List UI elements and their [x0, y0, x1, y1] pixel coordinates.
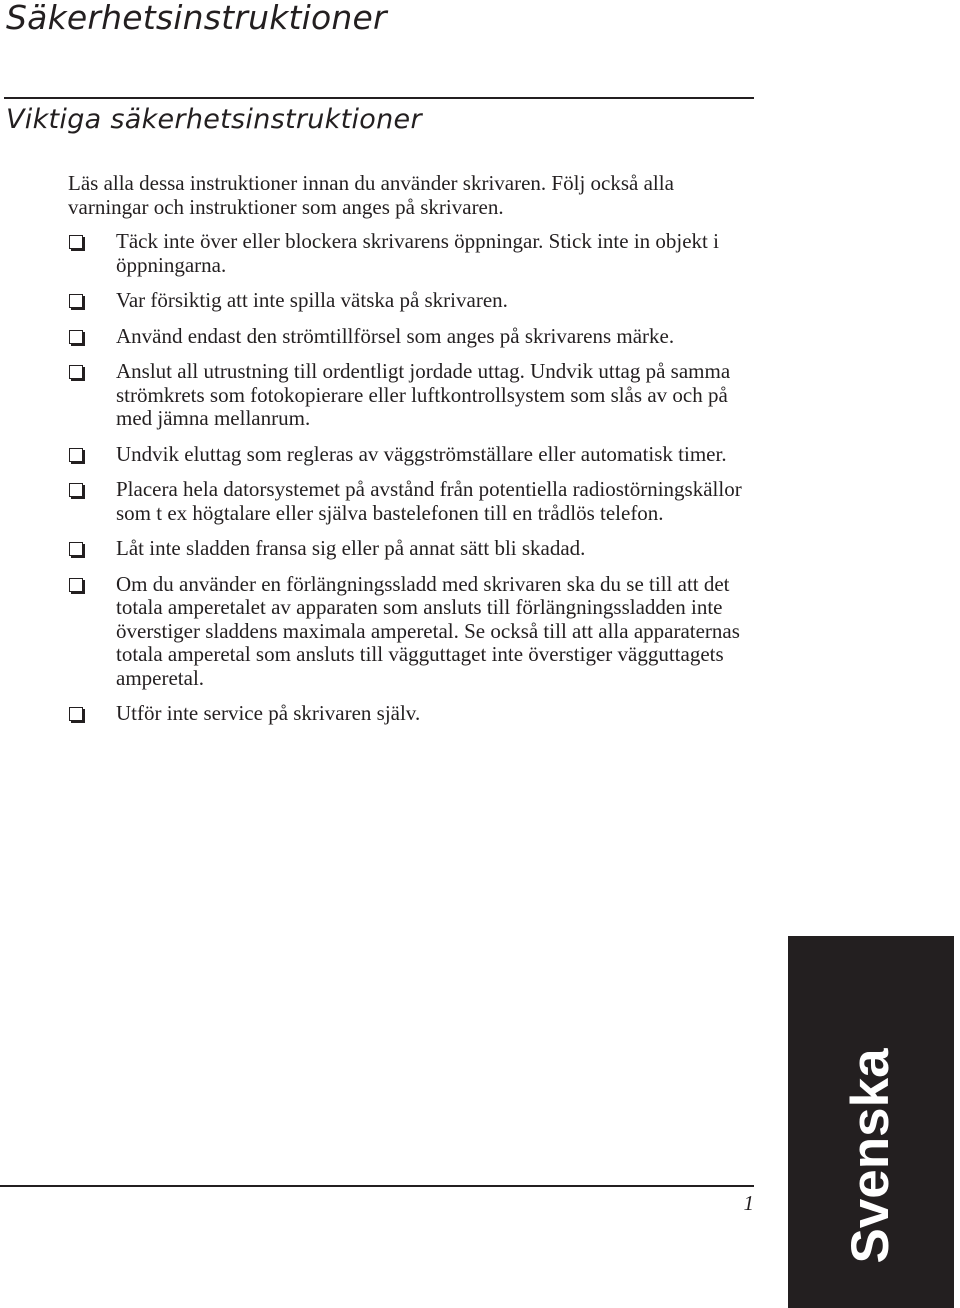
list-item: [68, 289, 758, 313]
page-number: 1: [743, 1191, 754, 1215]
page-title: Säkerhetsinstruktioner: [6, 0, 387, 37]
list-item: [68, 230, 758, 277]
language-tab: [788, 936, 954, 1308]
checkbox-icon: [69, 294, 83, 308]
checkbox-icon: [69, 235, 83, 249]
instruction-text: Använd endast den strömtillförsel som anges på skrivarens märke.: [116, 323, 675, 348]
checkbox-icon: [69, 330, 83, 344]
instruction-text: Placera hela datorsystemet på avstånd från potentiella radiostörningskällor som t ex högtalare eller själva bastelefonen till en trådlös telefon.: [116, 477, 742, 525]
list-item: [68, 360, 758, 431]
checkbox-icon: [69, 483, 83, 497]
checkbox-icon: [69, 578, 83, 592]
checkbox-icon: [69, 365, 83, 379]
section-divider: [4, 97, 754, 99]
language-tab-label: Svenska: [841, 1048, 900, 1264]
instruction-text: Undvik eluttag som regleras av väggströmställare eller automatisk timer.: [116, 441, 727, 466]
safety-instruction-list: [68, 230, 758, 738]
instruction-text: Anslut all utrustning till ordentligt jordade uttag. Undvik uttag på samma strömkrets som fotokopierare eller luftkontrollsystem som slås av och på med jämna mellanrum.: [116, 359, 731, 430]
list-item: [68, 537, 758, 561]
section-title: Viktiga säkerhetsinstruktioner: [6, 104, 422, 135]
footer-divider: [0, 1185, 754, 1187]
instruction-text: Täck inte över eller blockera skrivarens öppningar. Stick inte in objekt i öppningarna.: [116, 229, 719, 277]
checkbox-icon: [69, 448, 83, 462]
instruction-text: Var försiktig att inte spilla vätska på skrivaren.: [116, 288, 508, 312]
intro-paragraph: Läs alla dessa instruktioner innan du använder skrivaren. Följ också alla varningar och instruktioner som anges på skrivaren.: [68, 171, 674, 219]
list-item: [68, 478, 758, 525]
checkbox-icon: [69, 707, 83, 721]
checkbox-icon: [69, 542, 83, 556]
list-item: [68, 325, 758, 349]
instruction-text: Låt inte sladden fransa sig eller på annat sätt bli skadad.: [116, 536, 586, 560]
list-item: [68, 573, 758, 691]
instruction-text: Utför inte service på skrivaren själv.: [116, 701, 421, 725]
instruction-text: Om du använder en förlängningssladd med skrivaren ska du se till att det totala amperetalet av apparaten som ansluts till förlängningssladden inte överstiger sladdens maximala amperetal. Se också till att alla apparaternas totala amperetal som ansluts till vägguttaget inte överstiger vägguttagets amperetal.: [116, 571, 740, 690]
list-item: [68, 702, 758, 726]
list-item: [68, 443, 758, 467]
